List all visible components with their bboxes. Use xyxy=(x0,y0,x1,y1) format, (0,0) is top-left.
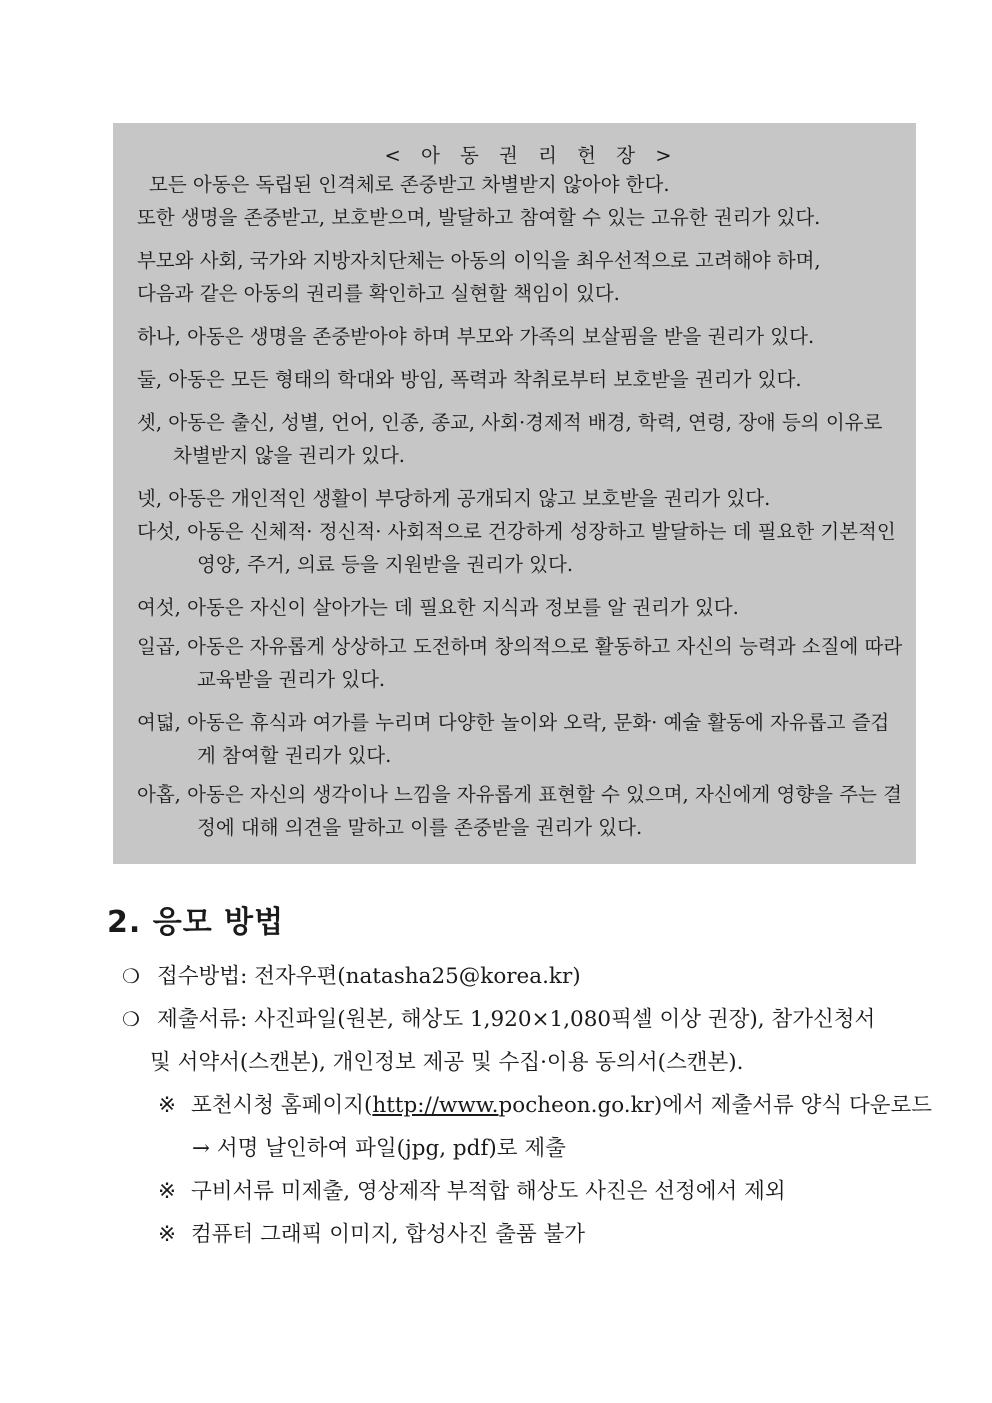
circle-bullet-icon: ❍ xyxy=(122,1007,140,1031)
documents-row xyxy=(122,998,922,1041)
documents-text-2: 및 서약서(스캔본), 개인정보 제공 및 수집·이용 동의서(스캔본). xyxy=(150,1050,744,1075)
charter-item-1: 하나, 아동은 생명을 존중받아야 하며 부모와 가족의 보살핌을 받을 권리가 있다. xyxy=(137,325,815,348)
charter-item-3: 셋, 아동은 출신, 성별, 언어, 인종, 종교, 사회·경제적 배경, 학력, 연령, 장애 등의 이유로 차별받지 않을 권리가 있다. xyxy=(137,411,883,467)
children-rights-charter-box xyxy=(113,123,916,864)
charter-item-6: 여섯, 아동은 자신이 살아가는 데 필요한 지식과 정보를 알 권리가 있다. xyxy=(137,596,739,619)
charter-title: < 아 동 권 리 헌 장 > xyxy=(384,144,679,167)
note-2-text: 구비서류 미제출, 영상제작 부적합 해상도 사진은 선정에서 제외 xyxy=(191,1179,786,1204)
note-1-prefix: 포천시청 홈페이지( xyxy=(191,1093,373,1118)
application-method xyxy=(122,955,933,1256)
receipt-row xyxy=(122,955,922,998)
note-row-3 xyxy=(122,1213,922,1256)
charter-intro-line-2: 또한 생명을 존중받고, 보호받으며, 발달하고 참여할 수 있는 고유한 권리가 있다. xyxy=(137,206,821,229)
reference-mark-icon: ※ xyxy=(158,1222,177,1247)
note-1-suffix: pocheon.go.kr)에서 제출서류 양식 다운로드 xyxy=(498,1093,933,1118)
charter-item-8: 여덟, 아동은 휴식과 여가를 누리며 다양한 놀이와 오락, 문화· 예술 활동에 자유롭고 즐겁게 참여할 권리가 있다. xyxy=(137,711,890,767)
section-title: 2. 응모 방법 xyxy=(107,905,285,940)
charter-duty-line-1: 부모와 사회, 국가와 지방자치단체는 아동의 이익을 최우선적으로 고려해야 하며, xyxy=(137,249,821,272)
reference-mark-icon: ※ xyxy=(158,1179,177,1204)
receipt-text: 접수방법: 전자우편(natasha25@korea.kr) xyxy=(157,964,581,989)
homepage-link[interactable]: http://www. xyxy=(372,1093,499,1118)
charter-item-7: 일곱, 아동은 자유롭게 상상하고 도전하며 창의적으로 활동하고 자신의 능력과 소질에 따라 교육받을 권리가 있다. xyxy=(137,635,903,691)
circle-bullet-icon: ❍ xyxy=(122,964,140,988)
note-row-2 xyxy=(122,1170,922,1213)
reference-mark-icon: ※ xyxy=(158,1093,177,1118)
charter-intro-line-1: 모든 아동은 독립된 인격체로 존중받고 차별받지 않아야 한다. xyxy=(149,173,670,196)
charter-item-2: 둘, 아동은 모든 형태의 학대와 방임, 폭력과 착취로부터 보호받을 권리가 있다. xyxy=(137,368,802,391)
note-1-continuation: → 서명 날인하여 파일(jpg, pdf)로 제출 xyxy=(192,1136,566,1161)
note-3-text: 컴퓨터 그래픽 이미지, 합성사진 출품 불가 xyxy=(191,1222,586,1247)
charter-item-9: 아홉, 아동은 자신의 생각이나 느낌을 자유롭게 표현할 수 있으며, 자신에게 영향을 주는 결정에 대해 의견을 말하고 이를 존중받을 권리가 있다. xyxy=(137,783,902,839)
charter-item-4: 넷, 아동은 개인적인 생활이 부당하게 공개되지 않고 보호받을 권리가 있다. xyxy=(137,487,771,510)
charter-item-5: 다섯, 아동은 신체적· 정신적· 사회적으로 건강하게 성장하고 발달하는 데 필요한 기본적인 영양, 주거, 의료 등을 지원받을 권리가 있다. xyxy=(137,520,896,576)
documents-text-1: 제출서류: 사진파일(원본, 해상도 1,920×1,080픽셀 이상 권장), 참가신청서 xyxy=(157,1007,876,1032)
note-row-1 xyxy=(122,1084,933,1127)
charter-duty-line-2: 다음과 같은 아동의 권리를 확인하고 실현할 책임이 있다. xyxy=(137,282,620,305)
